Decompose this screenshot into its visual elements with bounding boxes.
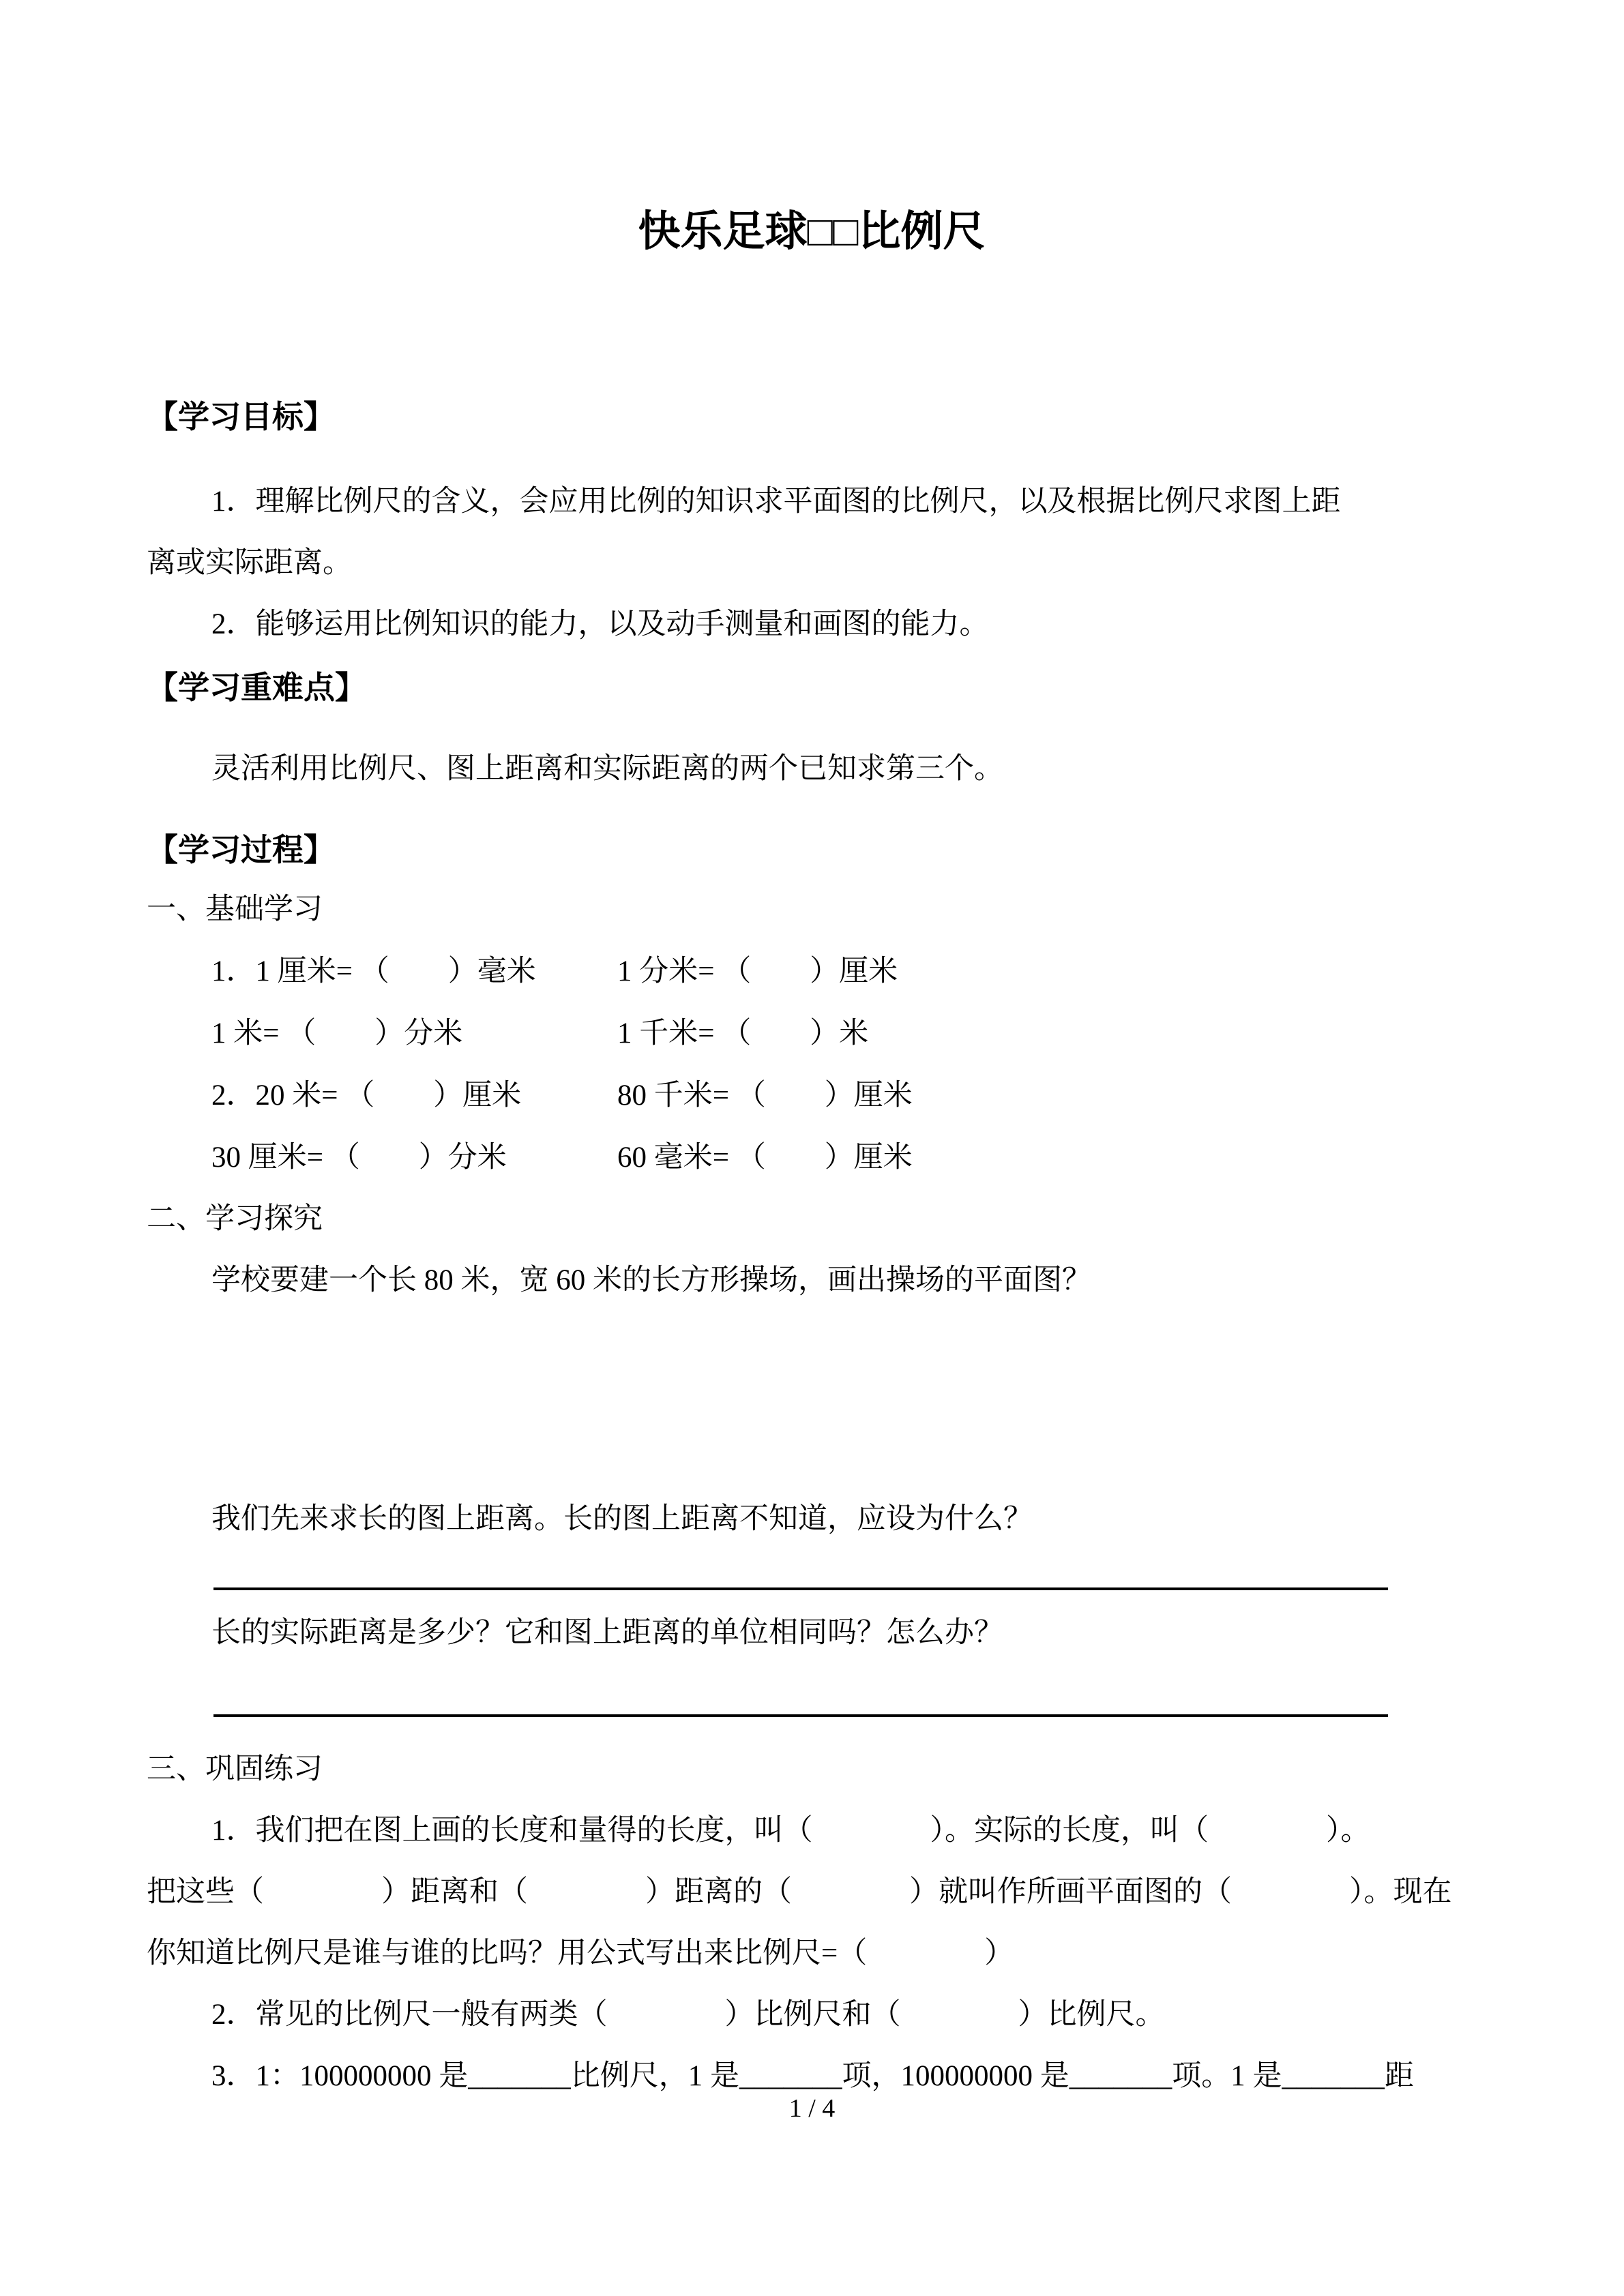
unit-conversion-row — [147, 1002, 1477, 1064]
unit-conversion-row — [147, 1064, 1477, 1127]
conversion-item: 30 厘米= （ ）分米 — [211, 1142, 507, 1174]
goals-item1-line2: 离或实际距离。 — [147, 547, 352, 579]
goals-item2: 2．能够运用比例知识的能力，以及动手测量和画图的能力。 — [211, 608, 989, 640]
page-number: 1 / 4 — [788, 2094, 836, 2123]
conversion-item: 60 毫米= （ ）厘米 — [617, 1142, 913, 1174]
conversion-item: 1 米= （ ）分米 — [211, 1017, 463, 1049]
exploration-problem: 学校要建一个长 80 米，宽 60 米的长方形操场，画出操场的平面图？ — [211, 1264, 1091, 1296]
conversion-item: 1 分米= （ ）厘米 — [617, 955, 898, 987]
section-heading-learning-process: 【学习过程】 — [147, 833, 335, 867]
section-heading-key-points: 【学习重难点】 — [147, 670, 366, 705]
practice-q1-line3: 你知道比例尺是谁与谁的比吗？用公式写出来比例尺=（ ） — [147, 1937, 1014, 1969]
answer-line — [213, 1714, 1388, 1717]
section-heading-learning-goals: 【学习目标】 — [147, 400, 335, 434]
page-content — [147, 0, 1477, 2107]
practice-q1-line2: 把这些（ ）距离和（ ）距离的（ ）就叫作所画平面图的（ ）。现在 — [147, 1876, 1452, 1908]
subsection-heading-practice: 三、巩固练习 — [147, 1753, 323, 1785]
key-points-content: 灵活利用比例尺、图上距离和实际距离的两个已知求第三个。 — [211, 753, 1003, 785]
unit-conversion-row — [147, 940, 1477, 1002]
practice-q2: 2．常见的比例尺一般有两类（ ）比例尺和（ ）比例尺。 — [211, 1999, 1165, 2031]
answer-line — [213, 1587, 1388, 1590]
practice-q1-line1: 1．我们把在图上画的长度和量得的长度，叫（ ）。实际的长度，叫（ ）。 — [211, 1815, 1370, 1847]
conversion-item: 1 千米= （ ）米 — [617, 1017, 869, 1049]
unit-conversion-row — [147, 1127, 1477, 1189]
subsection-heading-basic-study: 一、基础学习 — [147, 893, 323, 925]
exploration-question2: 长的实际距离是多少？它和图上距离的单位相同吗？怎么办？ — [211, 1617, 1003, 1649]
subsection-heading-exploration: 二、学习探究 — [147, 1203, 323, 1235]
page-title: 快乐足球□□比例尺 — [638, 209, 986, 255]
conversion-item: 80 千米= （ ）厘米 — [617, 1079, 913, 1112]
practice-q3: 3．1：100000000 是_______比例尺，1 是_______项，100000000 是_______项。1 是_______距 — [211, 2060, 1414, 2092]
conversion-item: 1．1 厘米= （ ）毫米 — [211, 955, 536, 987]
goals-item1-line1: 1．理解比例尺的含义，会应用比例的知识求平面图的比例尺，以及根据比例尺求图上距 — [211, 486, 1341, 518]
conversion-item: 2．20 米= （ ）厘米 — [211, 1079, 522, 1112]
exploration-question1: 我们先来求长的图上距离。长的图上距离不知道，应设为什么？ — [211, 1503, 1033, 1535]
